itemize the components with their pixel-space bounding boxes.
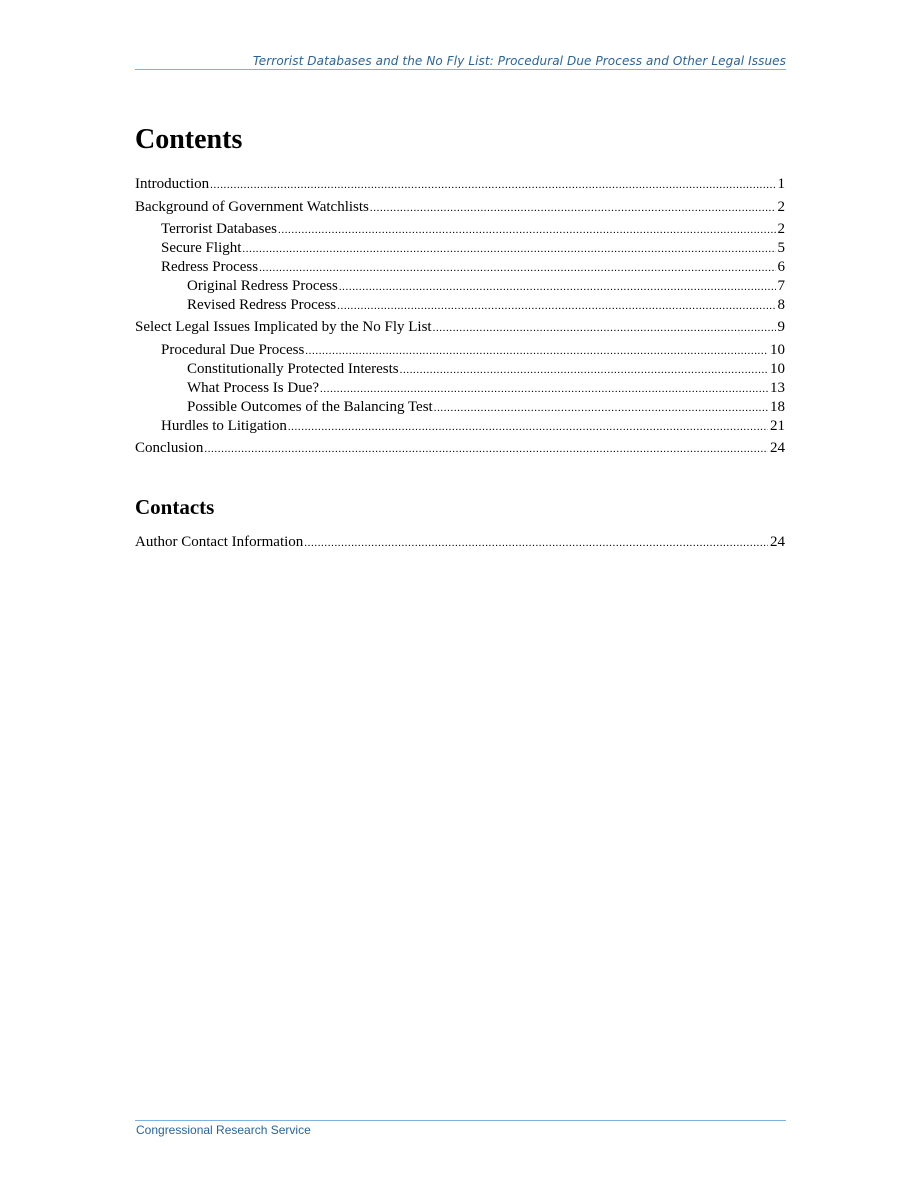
toc-entry[interactable] bbox=[135, 175, 785, 193]
running-header: Terrorist Databases and the No Fly List: Procedural Due Process and Other Legal Issues bbox=[252, 54, 786, 68]
toc-entry[interactable] bbox=[161, 341, 785, 359]
toc-entry-page: 13 bbox=[770, 380, 785, 396]
toc-dot-leader bbox=[305, 342, 768, 360]
contents-heading: Contents bbox=[135, 124, 243, 155]
toc-entry-title: What Process Is Due? bbox=[187, 380, 320, 396]
toc-entry[interactable] bbox=[161, 258, 785, 276]
toc-entry[interactable] bbox=[187, 360, 785, 378]
toc-entry-title: Hurdles to Litigation bbox=[161, 418, 287, 434]
contacts-heading: Contacts bbox=[135, 495, 215, 519]
toc-entry-page: 5 bbox=[777, 240, 785, 256]
toc-dot-leader bbox=[278, 221, 776, 239]
toc-entry-page: 18 bbox=[770, 399, 785, 415]
toc-entry-title: Possible Outcomes of the Balancing Test bbox=[187, 399, 433, 415]
toc-entry-page: 2 bbox=[777, 199, 785, 215]
toc-dot-leader bbox=[288, 418, 768, 436]
toc-dot-leader bbox=[433, 319, 776, 337]
toc-entry-title: Revised Redress Process bbox=[187, 297, 337, 313]
toc-entry-page: 9 bbox=[777, 319, 785, 335]
toc-entry-page: 1 bbox=[777, 176, 785, 192]
toc-dot-leader bbox=[339, 278, 776, 296]
toc-entry[interactable] bbox=[187, 398, 785, 416]
toc-entry-page: 10 bbox=[770, 342, 785, 358]
contacts-entry-title: Author Contact Information bbox=[135, 534, 304, 550]
toc-entry-title: Procedural Due Process bbox=[161, 342, 305, 358]
toc-dot-leader bbox=[400, 361, 768, 379]
toc-entry-title: Original Redress Process bbox=[187, 278, 338, 294]
toc-entry-title: Background of Government Watchlists bbox=[135, 199, 369, 215]
toc-entry-title: Terrorist Databases bbox=[161, 221, 277, 237]
toc-entry-page: 7 bbox=[777, 278, 785, 294]
toc-dot-leader bbox=[434, 399, 768, 417]
toc-entry-title: Secure Flight bbox=[161, 240, 242, 256]
toc-entry[interactable] bbox=[187, 277, 785, 295]
toc-dot-leader bbox=[242, 240, 775, 258]
toc-dot-leader bbox=[259, 259, 775, 277]
toc-dot-leader bbox=[370, 199, 776, 217]
toc-entry[interactable] bbox=[187, 296, 785, 314]
toc-entry-title: Constitutionally Protected Interests bbox=[187, 361, 399, 377]
toc-dot-leader bbox=[337, 297, 775, 315]
toc-entry[interactable] bbox=[161, 239, 785, 257]
footer-organization: Congressional Research Service bbox=[136, 1123, 311, 1137]
toc-entry[interactable] bbox=[135, 318, 785, 336]
contacts-entry-page: 24 bbox=[770, 534, 785, 550]
toc-entry-page: 6 bbox=[777, 259, 785, 275]
toc-entry-page: 21 bbox=[770, 418, 785, 434]
toc-dot-leader bbox=[204, 440, 768, 458]
toc-entry[interactable] bbox=[187, 379, 785, 397]
toc-entry[interactable] bbox=[161, 417, 785, 435]
toc-entry-page: 24 bbox=[770, 440, 785, 456]
contacts-entry[interactable] bbox=[135, 533, 785, 551]
toc-entry-page: 2 bbox=[777, 221, 785, 237]
toc-entry-title: Introduction bbox=[135, 176, 210, 192]
header-rule bbox=[135, 69, 786, 70]
toc-dot-leader bbox=[210, 176, 775, 194]
toc-entry-title: Redress Process bbox=[161, 259, 259, 275]
toc-entry[interactable] bbox=[135, 439, 785, 457]
toc-entry-title: Select Legal Issues Implicated by the No Fly List bbox=[135, 319, 432, 335]
toc-entry-page: 10 bbox=[770, 361, 785, 377]
toc-entry[interactable] bbox=[161, 220, 785, 238]
toc-entry-page: 8 bbox=[777, 297, 785, 313]
toc-entry-title: Conclusion bbox=[135, 440, 204, 456]
toc-entry[interactable] bbox=[135, 198, 785, 216]
footer-rule bbox=[135, 1120, 786, 1121]
toc-dot-leader bbox=[304, 534, 768, 552]
toc-dot-leader bbox=[320, 380, 768, 398]
